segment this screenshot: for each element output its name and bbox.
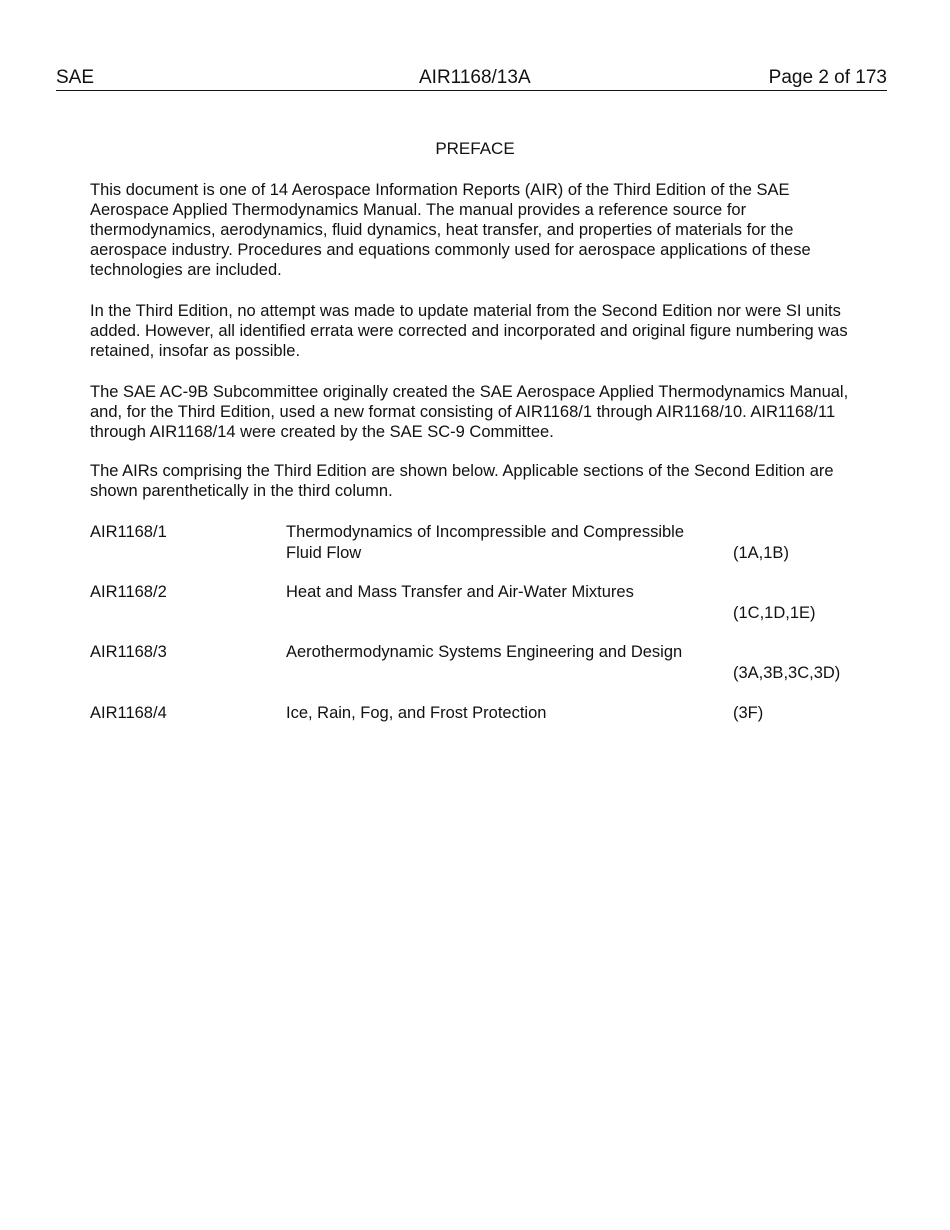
header-document-number: AIR1168/13A — [419, 67, 531, 88]
page-title: PREFACE — [435, 139, 515, 158]
air-sections: (1C,1D,1E) — [733, 603, 816, 622]
paragraph-intro: This document is one of 14 Aerospace Information Reports (AIR) of the Third Edition of the SAE Aerospace Applied Thermodynamics Manual. The manual provides a reference source for thermodynamics, aerodynamics, fluid dynamics, heat transfer, and properties of materials for the aerospace industry. Procedures and equations commonly used for aerospace applications of these technologies are included. — [90, 181, 811, 279]
air-sections: (3F) — [733, 704, 764, 722]
air-code: AIR1168/1 — [90, 523, 167, 541]
air-sections: (3A,3B,3C,3D) — [733, 663, 841, 682]
air-code: AIR1168/2 — [90, 583, 167, 601]
paragraph-airs-list-intro: The AIRs comprising the Third Edition are shown below. Applicable sections of the Second Edition are shown parenthetically in the third column. — [90, 462, 834, 500]
air-title: Aerothermodynamic Systems Engineering and Design — [286, 643, 683, 661]
paragraph-third-edition: In the Third Edition, no attempt was made to update material from the Second Edition nor were SI units added. However, all identified errata were corrected and incorporated and original figure numbering was retained, insofar as possible. — [90, 302, 848, 360]
page-header — [56, 66, 887, 91]
air-title: Ice, Rain, Fog, and Frost Protection — [286, 704, 547, 722]
header-page-number: Page 2 of 173 — [768, 67, 887, 88]
air-sections: (1A,1B) — [733, 543, 789, 562]
air-title: Thermodynamics of Incompressible and Compressible Fluid Flow — [286, 523, 684, 562]
air-title: Heat and Mass Transfer and Air-Water Mixtures — [286, 583, 634, 601]
header-org: SAE — [56, 67, 95, 88]
air-code: AIR1168/4 — [90, 704, 167, 722]
paragraph-committee: The SAE AC-9B Subcommittee originally created the SAE Aerospace Applied Thermodynamics Manual, and, for the Third Edition, used a new format consisting of AIR1168/1 through AIR1168/10. AIR1168/11 through AIR1168/14 were created by the SAE SC-9 Committee. — [90, 383, 849, 441]
air-code: AIR1168/3 — [90, 643, 167, 661]
